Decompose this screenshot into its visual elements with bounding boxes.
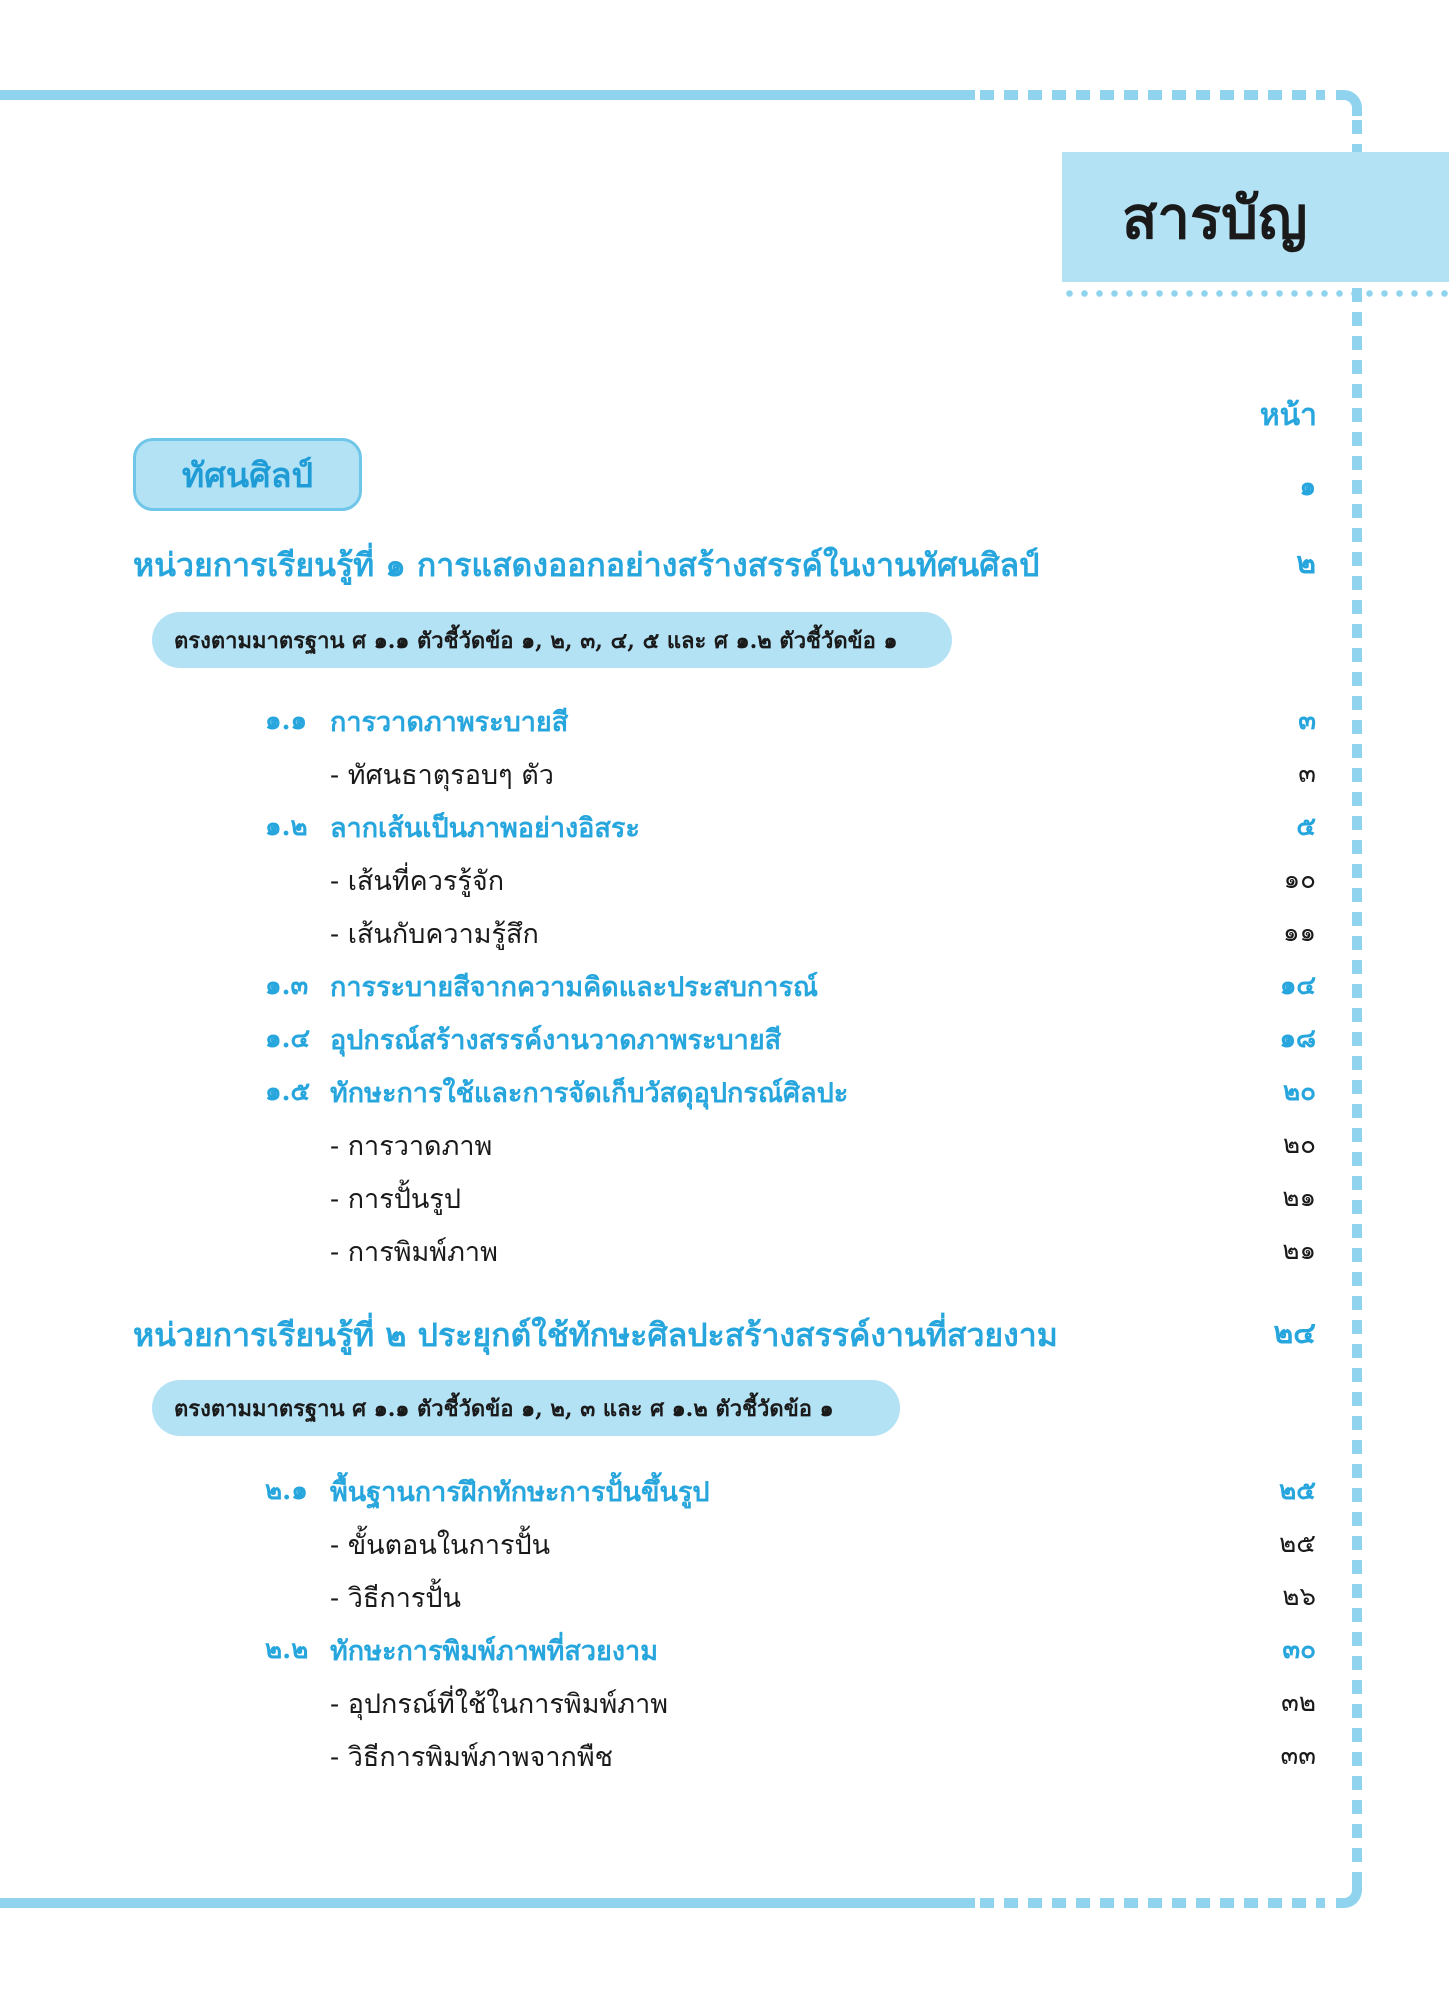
page-column-label: หน้า <box>1259 398 1317 433</box>
toc-row <box>0 1576 1449 1616</box>
toc-row <box>0 753 1449 793</box>
toc-page-number: ๑๐ <box>1283 865 1316 895</box>
toc-row <box>0 1470 1449 1510</box>
title-banner <box>1062 152 1449 282</box>
toc-subitem-title: - การวาดภาพ <box>330 1131 493 1162</box>
toc-page-number: ๑๔ <box>1279 971 1316 1001</box>
toc-section-code: ๑.๔ <box>265 1024 311 1054</box>
toc-subitem-title: - ขั้นตอนในการปั้น <box>330 1530 551 1561</box>
toc-page-number: ๕ <box>1296 812 1316 842</box>
toc-page-number: ๓ <box>1298 759 1316 789</box>
unit-2-page: ๒๔ <box>1273 1316 1316 1351</box>
bottom-border-dotted <box>980 1898 1325 1908</box>
toc-section-title: การระบายสีจากความคิดและประสบการณ์ <box>330 972 818 1003</box>
unit-1-page: ๒ <box>1296 546 1316 581</box>
toc-row <box>0 700 1449 740</box>
top-border-solid <box>0 90 975 100</box>
top-border-dotted <box>980 90 1325 100</box>
section-label-pill <box>133 438 362 511</box>
bottom-right-corner <box>1336 1882 1362 1908</box>
toc-section-code: ๒.๒ <box>265 1635 309 1665</box>
toc-section-title: ทักษะการพิมพ์ภาพที่สวยงาม <box>330 1636 659 1667</box>
toc-subitem-title: - ทัศนธาตุรอบๆ ตัว <box>330 760 554 791</box>
toc-page-number: ๑๑ <box>1282 918 1316 948</box>
toc-subitem-title: - เส้นที่ควรรู้จัก <box>330 866 505 897</box>
top-right-corner <box>1336 90 1362 116</box>
section-page-number: ๑ <box>1299 472 1316 502</box>
toc-row <box>0 1177 1449 1217</box>
toc-section-code: ๒.๑ <box>265 1476 308 1506</box>
toc-row <box>0 1124 1449 1164</box>
toc-row <box>0 1682 1449 1722</box>
toc-subitem-title: - วิธีการพิมพ์ภาพจากพืช <box>330 1742 613 1773</box>
toc-row <box>0 1071 1449 1111</box>
toc-row <box>0 912 1449 952</box>
toc-row <box>0 1523 1449 1563</box>
toc-page-number: ๓๒ <box>1281 1688 1316 1718</box>
toc-row <box>0 1735 1449 1775</box>
toc-page-number: ๒๐ <box>1282 1130 1316 1160</box>
right-border-dotted <box>1352 120 1362 1890</box>
toc-page-number: ๓๐ <box>1282 1635 1316 1665</box>
toc-subitem-title: - อุปกรณ์ที่ใช้ในการพิมพ์ภาพ <box>330 1689 669 1720</box>
section-label: ทัศนศิลป์ <box>181 455 314 496</box>
toc-page-number: ๓ <box>1298 706 1316 736</box>
toc-subitem-title: - วิธีการปั้น <box>330 1583 461 1614</box>
toc-section-title: การวาดภาพระบายสี <box>330 707 569 738</box>
toc-page-number: ๒๑ <box>1282 1236 1316 1266</box>
toc-section-code: ๑.๕ <box>265 1077 311 1107</box>
toc-section-title: อุปกรณ์สร้างสรรค์งานวาดภาพระบายสี <box>330 1025 782 1056</box>
toc-row <box>0 859 1449 899</box>
toc-row <box>0 1018 1449 1058</box>
toc-section-code: ๑.๒ <box>265 812 308 842</box>
toc-section-title: พื้นฐานการฝึกทักษะการปั้นขึ้นรูป <box>330 1477 710 1508</box>
unit-2-title: หน่วยการเรียนรู้ที่ ๒ ประยุกต์ใช้ทักษะศิลปะสร้างสรรค์งานที่สวยงาม <box>133 1316 1058 1354</box>
toc-page-number: ๓๓ <box>1280 1741 1316 1771</box>
toc-page-number: ๒๕ <box>1279 1476 1316 1506</box>
unit-1-title: หน่วยการเรียนรู้ที่ ๑ การแสดงออกอย่างสร้างสรรค์ในงานทัศนศิลป์ <box>133 546 1040 584</box>
unit-2-standard: ตรงตามมาตรฐาน ศ ๑.๑ ตัวชี้วัดข้อ ๑, ๒, ๓ และ ศ ๑.๒ ตัวชี้วัดข้อ ๑ <box>174 1395 834 1422</box>
toc-section-title: ลากเส้นเป็นภาพอย่างอิสระ <box>330 813 640 844</box>
toc-subitem-title: - การปั้นรูป <box>330 1184 461 1215</box>
toc-row <box>0 1230 1449 1270</box>
toc-row <box>0 965 1449 1005</box>
toc-page-number: ๒๕ <box>1279 1529 1316 1559</box>
unit-1-standard-pill <box>152 612 952 668</box>
page-title: สารบัญ <box>1122 183 1308 252</box>
toc-row <box>0 806 1449 846</box>
title-underline-dots <box>1062 290 1449 297</box>
unit-2-standard-pill <box>152 1380 900 1436</box>
toc-page-number: ๒๑ <box>1282 1183 1316 1213</box>
toc-section-title: ทักษะการใช้และการจัดเก็บวัสดุอุปกรณ์ศิลปะ <box>330 1078 849 1109</box>
toc-row <box>0 1629 1449 1669</box>
bottom-border-solid <box>0 1898 975 1908</box>
toc-subitem-title: - การพิมพ์ภาพ <box>330 1237 498 1268</box>
toc-section-code: ๑.๑ <box>265 706 308 736</box>
toc-page-number: ๑๘ <box>1279 1024 1316 1054</box>
toc-page-number: ๒๐ <box>1282 1077 1316 1107</box>
toc-section-code: ๑.๓ <box>265 971 309 1001</box>
toc-subitem-title: - เส้นกับความรู้สึก <box>330 919 539 950</box>
unit-1-standard: ตรงตามมาตรฐาน ศ ๑.๑ ตัวชี้วัดข้อ ๑, ๒, ๓, ๔, ๕ และ ศ ๑.๒ ตัวชี้วัดข้อ ๑ <box>174 627 898 654</box>
toc-page-number: ๒๖ <box>1282 1582 1316 1612</box>
